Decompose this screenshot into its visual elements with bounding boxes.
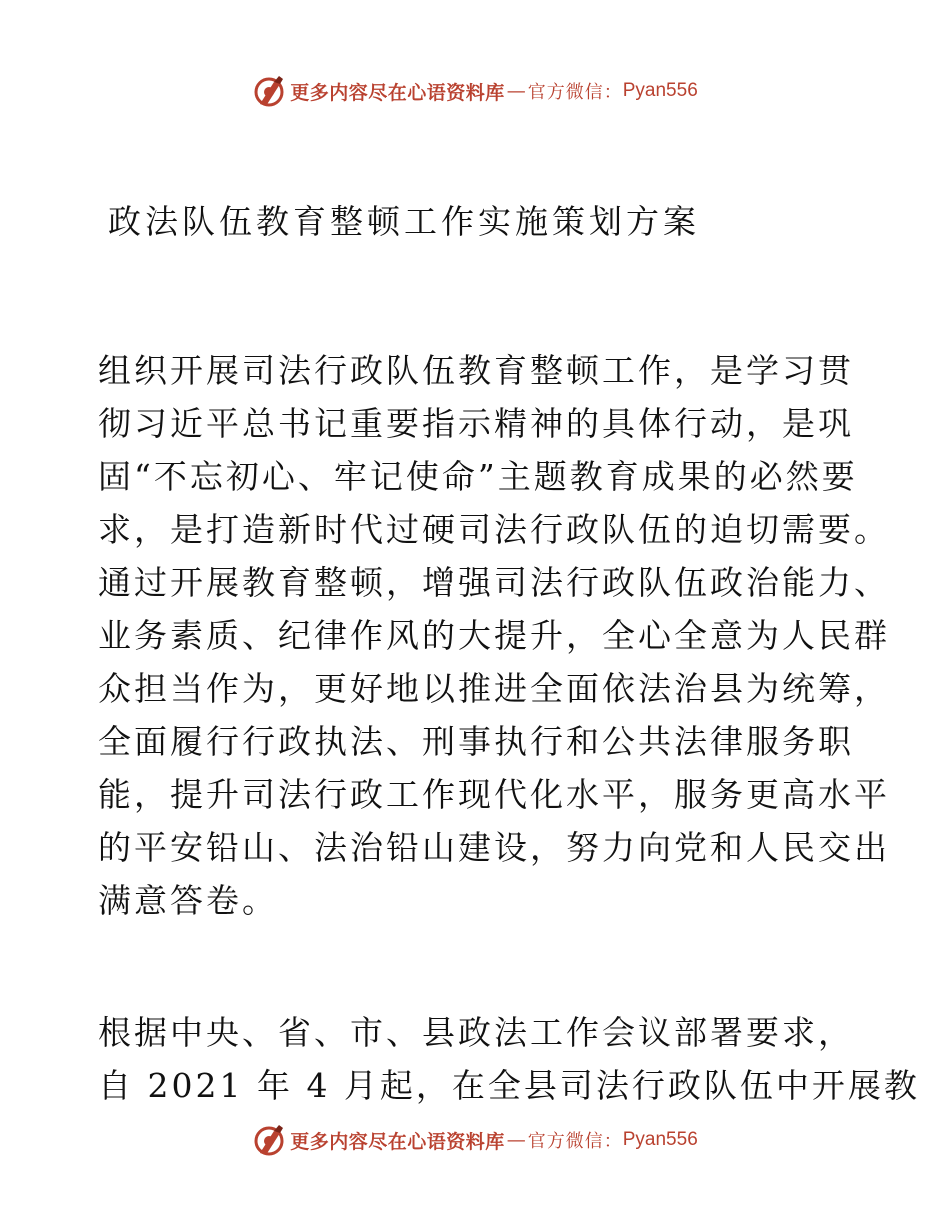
text-line: 固“不忘初心、牢记使命”主题教育成果的必然要 [98,457,858,496]
banner-wechat-id: Pyan556 [622,1129,698,1150]
paragraph-1 [98,344,890,927]
pen-logo-icon [252,1123,286,1157]
banner-text: 更多内容尽在心语资料库 [290,81,505,104]
banner-separator: — [506,80,526,102]
text-line: 组织开展司法行政队伍教育整顿工作，是学习贯 [98,351,854,390]
footer-banner [0,1120,950,1160]
banner-separator: — [506,1129,526,1151]
text-line: 业务素质、纪律作风的大提升，全心全意为人民群 [98,616,890,655]
text-line: 能，提升司法行政工作现代化水平，服务更高水平 [98,775,890,814]
header-banner [0,71,950,111]
text-line: 满意答卷。 [98,881,278,920]
pen-logo-icon [252,74,286,108]
text-line: 自 2021 年 4 月起，在全县司法行政队伍中开展教 [98,1066,920,1105]
text-line: 的平安铅山、法治铅山建设，努力向党和人民交出 [98,828,890,867]
text-line: 根据中央、省、市、县政法工作会议部署要求， [98,1013,854,1052]
text-line: 全面履行行政执法、刑事执行和公共法律服务职 [98,722,854,761]
banner-text: 更多内容尽在心语资料库 [290,1130,505,1153]
text-line: 彻习近平总书记重要指示精神的具体行动，是巩 [98,404,854,443]
banner-wechat-id: Pyan556 [622,80,698,101]
text-line: 众担当作为，更好地以推进全面依法治县为统筹， [98,669,890,708]
paragraph-2 [98,1006,920,1112]
text-line: 通过开展教育整顿，增强司法行政队伍政治能力、 [98,563,890,602]
document-title: 政法队伍教育整顿工作实施策划方案 [108,202,700,241]
text-line: 求，是打造新时代过硬司法行政队伍的迫切需要。 [98,510,890,549]
banner-wechat-label: 官方微信： [527,1131,623,1152]
banner-wechat-label: 官方微信： [527,82,623,103]
